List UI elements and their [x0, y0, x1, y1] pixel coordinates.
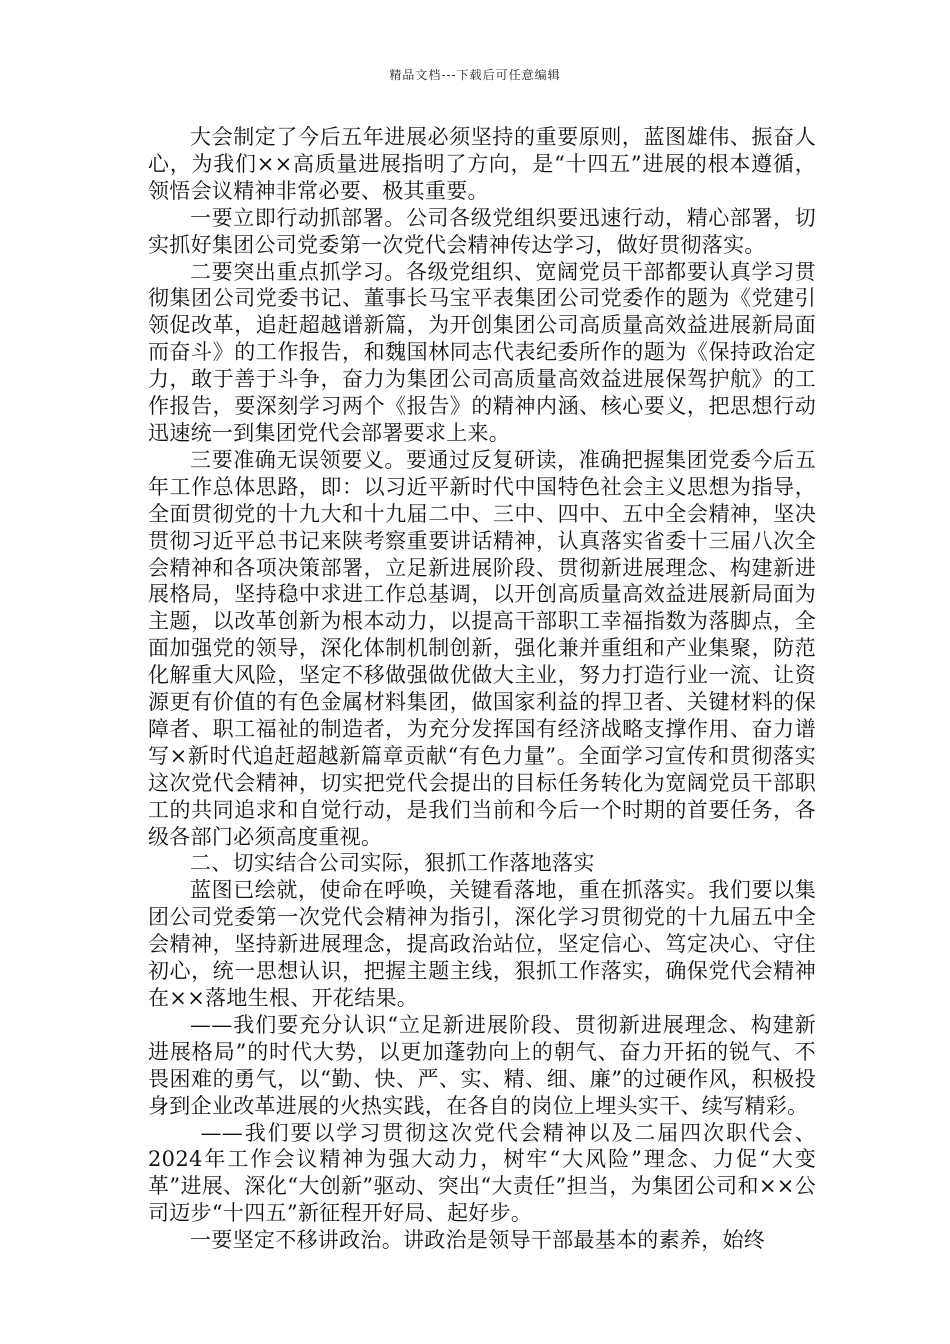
paragraph-driving-force: ——我们要以学习贯彻这次党代会精神以及二届四次职代会、2024年工作会议精神为强大动力，树牢“大风险”理念、力促“大变革”进展、深化“大创新”驱动、突出“大责任”担当，为集团公司和××公司迈步“十四五”新征程开好局、起好步。 — [148, 1120, 816, 1226]
paragraph-blueprint: 蓝图已绘就，使命在呼唤，关键看落地，重在抓落实。我们要以集团公司党委第一次党代会精神为指引，深化学习贯彻党的十九届五中全会精神，坚持新进展理念，提高政治站位，坚定信心、笃定决心、守住初心，统一思想认识，把握主题主线，狠抓工作落实，确保党代会精神在××落地生根、开花结果。 — [148, 878, 816, 1010]
paragraph-politics: 一要坚定不移讲政治。讲政治是领导干部最基本的素养，始终 — [190, 1228, 766, 1253]
paragraph-action-deployment: 一要立即行动抓部署。公司各级党组织要迅速行动，精心部署，切实抓好集团公司党委第一次党代会精神传达学习，做好贯彻落实。 — [148, 205, 816, 257]
section-heading-implementation: 二、切实结合公司实际，狠抓工作落地落实 — [190, 851, 595, 876]
document-body — [148, 124, 816, 1254]
paragraph-era-trend: ——我们要充分认识“立足新进展阶段、贯彻新进展理念、构建新进展格局”的时代大势，以更加蓬勃向上的朝气、奋力开拓的锐气、不畏困难的勇气，以“勤、快、严、实、精、细、廉”的过硬作风，积极投身到企业改革进展的火热实践，在各自的岗位上埋头实干、续写精彩。 — [148, 1012, 816, 1118]
paragraph-meeting-principles: 大会制定了今后五年进展必须坚持的重要原则，蓝图雄伟、振奋人心，为我们××高质量进展指明了方向，是“十四五”进展的根本遵循，领悟会议精神非常必要、极其重要。 — [148, 125, 816, 203]
paragraph-grasp-essentials: 三要准确无误领要义。要通过反复研读，准确把握集团党委今后五年工作总体思路，即：以习近平新时代中国特色社会主义思想为指导，全面贯彻党的十九大和十九届二中、三中、四中、五中全会精神，坚决贯彻习近平总书记来陕考察重要讲话精神，认真落实省委十三届八次全会精神和各项决策部署，立足新进展阶段、贯彻新进展理念、构建新进展格局，坚持稳中求进工作总基调，以开创高质量高效益进展新局面为主题，以改革创新为根本动力，以提高干部职工幸福指数为落脚点，全面加强党的领导，深化体制机制创新，强化兼并重组和产业集聚，防范化解重大风险，坚定不移做强做优做大主业，努力打造行业一流、让资源更有价值的有色金属材料集团，做国家利益的捍卫者、关键材料的保障者、职工福祉的制造者，为充分发挥国有经济战略支撑作用、奋力谱写×新时代追赶超越新篇章贡献“有色力量”。全面学习宣传和贯彻落实这次党代会精神，切实把党代会提出的目标任务转化为宽阔党员干部职工的共同追求和自觉行动，是我们当前和今后一个时期的首要任务，各级各部门必须高度重视。 — [148, 447, 816, 849]
paragraph-focus-study: 二要突出重点抓学习。各级党组织、宽阔党员干部都要认真学习贯彻集团公司党委书记、董事长马宝平表集团公司党委作的题为《党建引领促改革，追赶超越谱新篇，为开创集团公司高质量高效益进展新局面而奋斗》的工作报告，和魏国林同志代表纪委所作的题为《保持政治定力，敢于善于斗争，奋力为集团公司高质量高效益进展保驾护航》的工作报告，要深刻学习两个《报告》的精神内涵、核心要义，把思想行动迅速统一到集团党代会部署要求上来。 — [148, 259, 816, 445]
page-header: 精品文档---下载后可任意编辑 — [389, 68, 561, 82]
